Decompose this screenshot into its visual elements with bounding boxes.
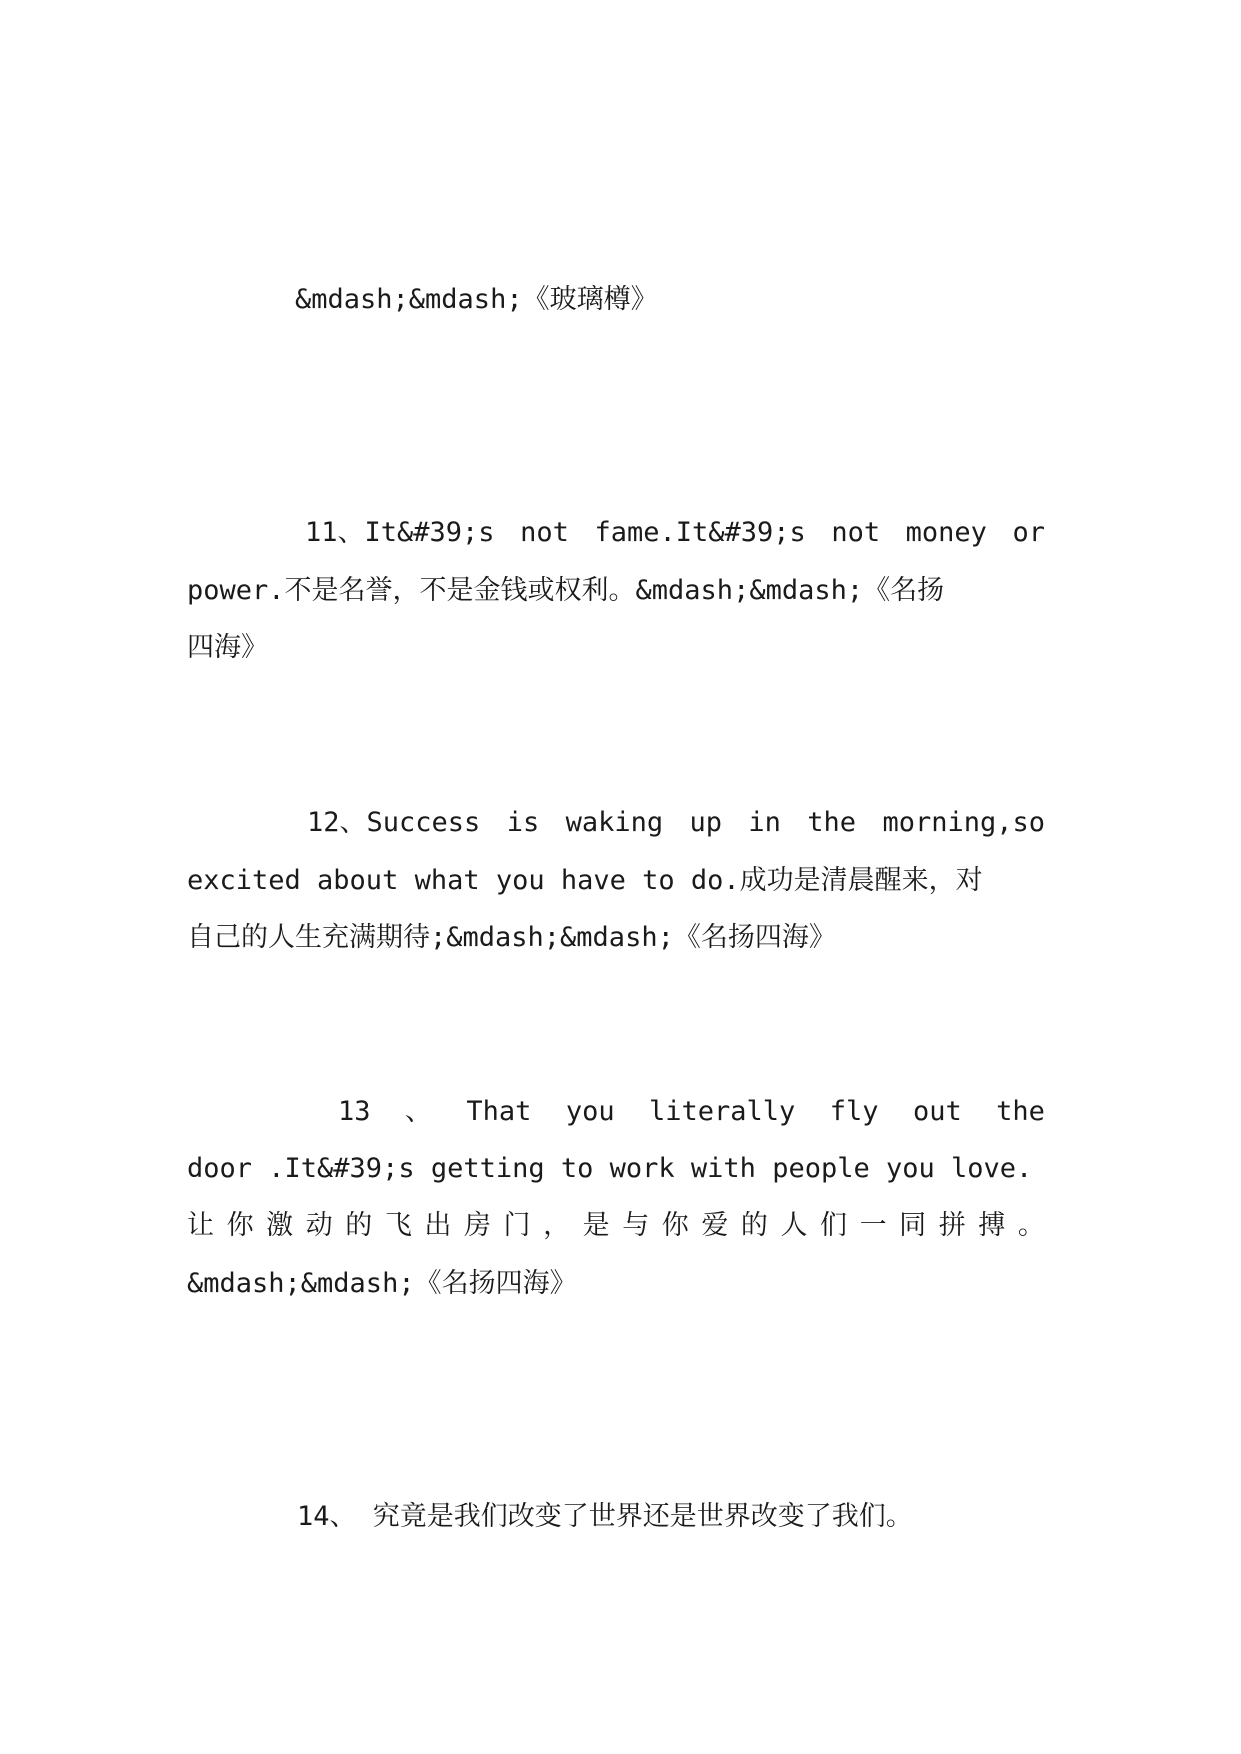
- char: 是: [582, 1210, 610, 1241]
- word: 12、Success: [307, 807, 481, 838]
- quote-13-line-1: [338, 1092, 1045, 1132]
- char: 的: [740, 1210, 768, 1241]
- char: 爱: [701, 1210, 729, 1241]
- word: fly: [829, 1096, 879, 1127]
- char: 动: [305, 1210, 333, 1241]
- word: That: [466, 1096, 532, 1127]
- quote-13-line-2: door .It&#39;s getting to work with people you love.: [187, 1153, 1033, 1184]
- word: 13: [338, 1096, 371, 1127]
- char: 与: [622, 1210, 650, 1241]
- char: 人: [780, 1210, 808, 1241]
- char: 激: [266, 1210, 294, 1241]
- quote-12-line-2: excited about what you have to do.成功是清晨醒来，对: [187, 865, 983, 896]
- word: out: [912, 1096, 962, 1127]
- word: morning,so: [882, 807, 1045, 838]
- char: 搏: [978, 1210, 1006, 1241]
- quote-13-line-3: [187, 1206, 1045, 1246]
- word: the: [996, 1096, 1045, 1127]
- quote-13-line-4: &mdash;&mdash;《名扬四海》: [187, 1268, 577, 1299]
- word: up: [689, 807, 723, 838]
- word: waking: [565, 807, 664, 838]
- char: 你: [661, 1210, 689, 1241]
- word: literally: [649, 1096, 796, 1127]
- quote-14-line-1: 14、 究竟是我们改变了世界还是世界改变了我们。: [297, 1501, 913, 1532]
- quote-12-line-1: [307, 803, 1045, 843]
- quote-11-line-3: 四海》: [187, 632, 268, 663]
- char: 同: [899, 1210, 927, 1241]
- char: 。: [1017, 1210, 1045, 1241]
- word: or: [1012, 517, 1045, 548]
- word: is: [506, 807, 540, 838]
- char: 拼: [938, 1210, 966, 1241]
- word: in: [748, 807, 781, 838]
- word: fame.It&#39;s: [594, 517, 806, 548]
- char: 的: [345, 1210, 373, 1241]
- word: 11、It&#39;s: [305, 517, 495, 548]
- word: not: [520, 517, 569, 548]
- quote-11-line-2: power.不是名誉，不是金钱或权利。&mdash;&mdash;《名扬: [187, 575, 945, 606]
- char: 们: [820, 1210, 847, 1241]
- word: money: [905, 517, 987, 548]
- word: the: [807, 807, 857, 838]
- word: you: [565, 1096, 615, 1127]
- word: 、: [404, 1096, 432, 1127]
- char: ，: [543, 1210, 571, 1241]
- word: not: [831, 517, 881, 548]
- char: 房: [463, 1210, 491, 1241]
- quote-11-line-1: [305, 513, 1045, 553]
- attribution-line: &mdash;&mdash;《玻璃樽》: [295, 284, 658, 315]
- char: 飞: [384, 1210, 412, 1241]
- char: 一: [859, 1210, 887, 1241]
- quote-12-line-3: 自己的人生充满期待;&mdash;&mdash;《名扬四海》: [187, 922, 836, 953]
- char: 你: [226, 1210, 254, 1241]
- char: 门: [503, 1210, 531, 1241]
- char: 出: [424, 1210, 452, 1241]
- char: 让: [187, 1210, 214, 1241]
